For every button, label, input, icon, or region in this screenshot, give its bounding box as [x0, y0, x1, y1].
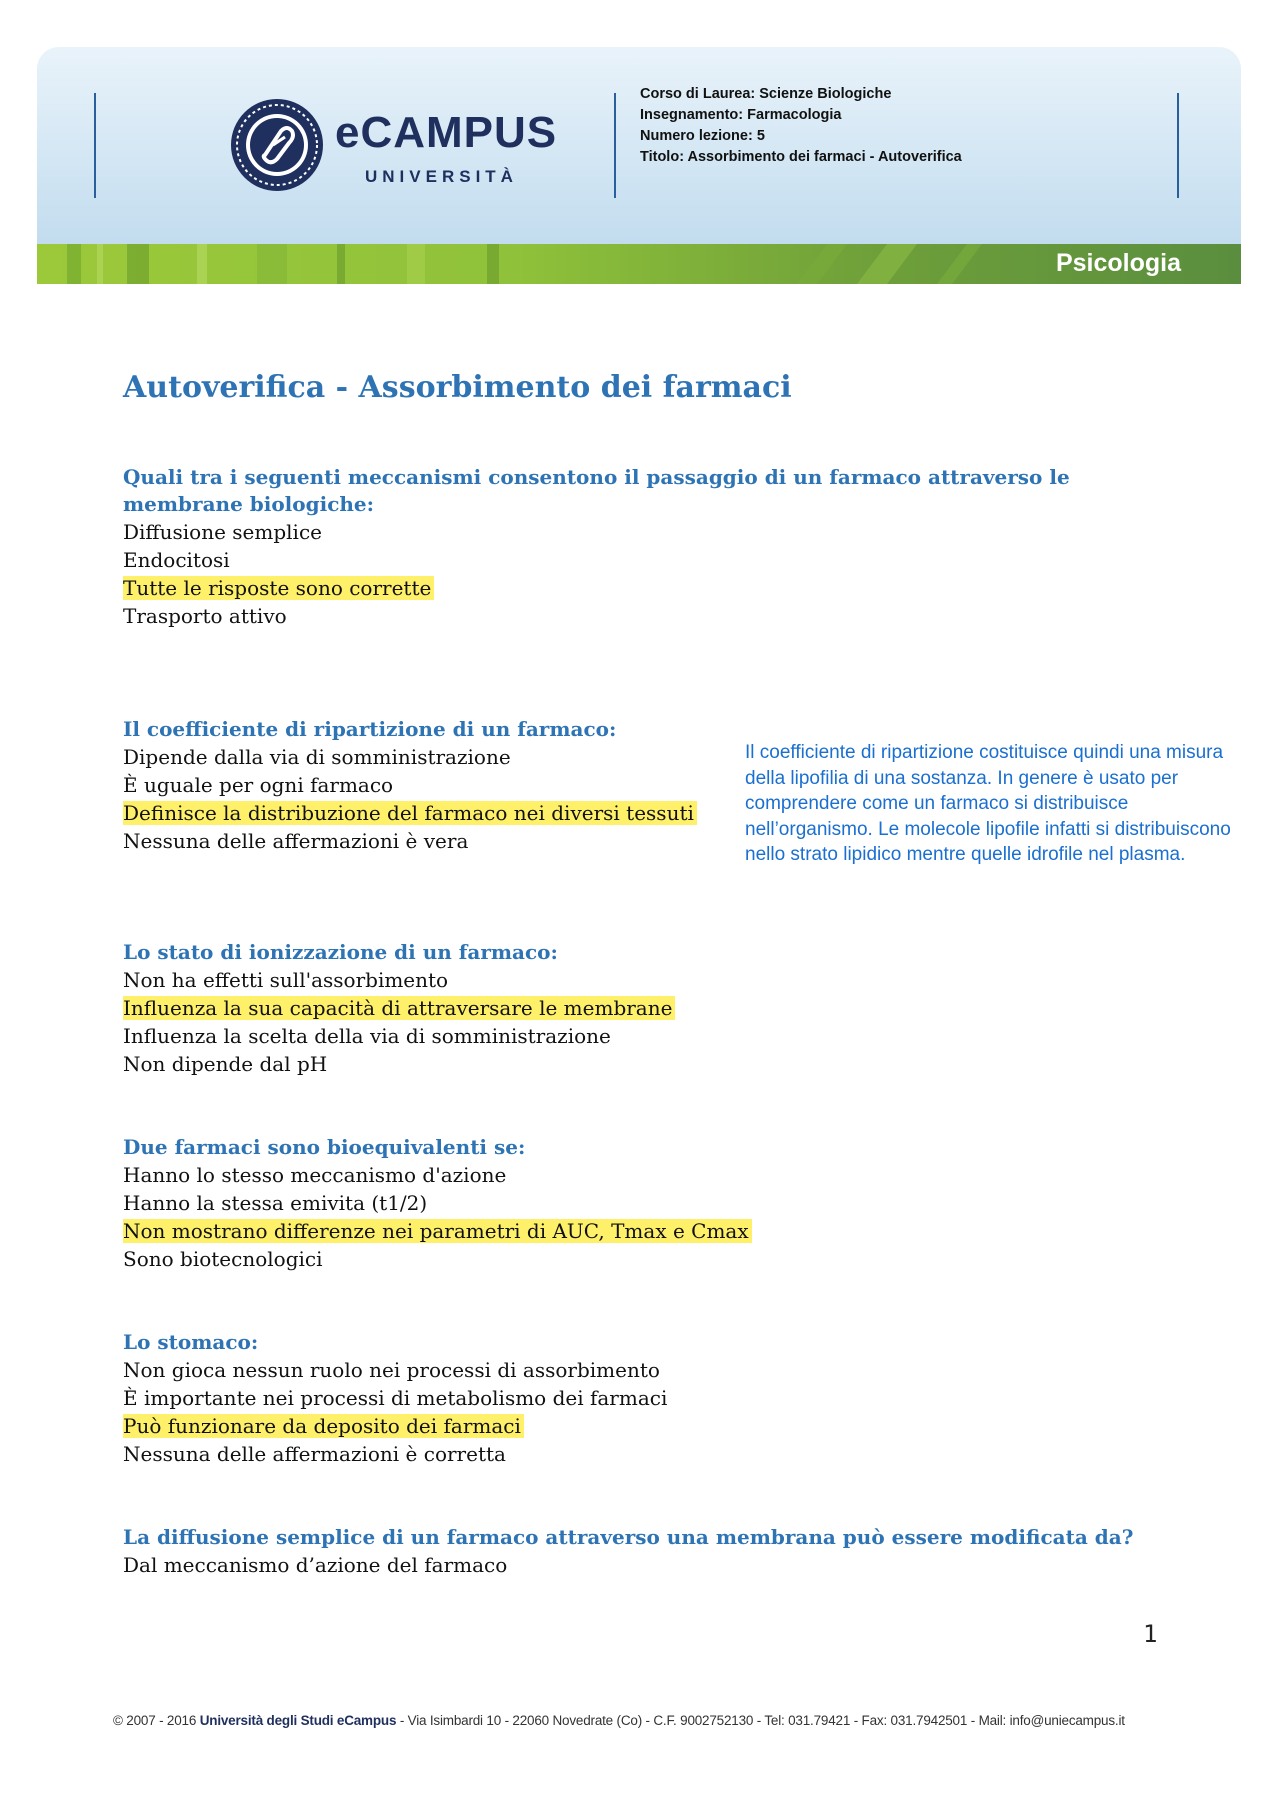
question-title: Quali tra i seguenti meccanismi consentono il passaggio di un farmaco attraverso le membrane biologiche: [123, 465, 1070, 516]
university-seal-icon [229, 97, 325, 193]
answer-option: È uguale per ogni farmaco [123, 773, 394, 797]
correct-answer-option: Non mostrano differenze nei parametri di AUC, Tmax e Cmax [123, 1219, 752, 1243]
question-block [123, 464, 1173, 630]
footer-organization: Università degli Studi eCampus [199, 1713, 397, 1728]
lesson-number: Numero lezione: 5 [640, 128, 765, 144]
lesson-title: Titolo: Assorbimento dei farmaci - Autoverifica [640, 149, 962, 165]
course-info [640, 84, 962, 168]
header-banner [37, 47, 1241, 284]
footer-copyright: © 2007 - 2016 [113, 1713, 200, 1728]
faculty-label: Psicologia [1055, 249, 1181, 277]
answer-option: Trasporto attivo [123, 604, 287, 628]
answer-option: Nessuna delle affermazioni è vera [123, 829, 469, 853]
answer-option: Dipende dalla via di somministrazione [123, 745, 511, 769]
banner-divider-middle [614, 93, 616, 198]
question-title: Lo stato di ionizzazione di un farmaco: [123, 940, 558, 964]
question-block [123, 1524, 1173, 1579]
course-subject: Insegnamento: Farmacologia [640, 107, 842, 123]
course-degree: Corso di Laurea: Scienze Biologiche [640, 86, 892, 102]
answer-option: Non dipende dal pH [123, 1052, 328, 1076]
answer-option: Non gioca nessun ruolo nei processi di assorbimento [123, 1358, 660, 1382]
question-title: Lo stomaco: [123, 1330, 259, 1354]
footer-contacts: - Via Isimbardi 10 - 22060 Novedrate (Co) - C.F. 9002752130 - Tel: 031.79421 - Fax: 031.7942501 - Mail: info@uniecampus.it [396, 1713, 1125, 1728]
document-title: Autoverifica - Assorbimento dei farmaci [123, 370, 792, 405]
logo-subtitle: UNIVERSITÀ [365, 167, 518, 186]
question-block [123, 1329, 1173, 1468]
answer-option: Hanno lo stesso meccanismo d'azione [123, 1163, 507, 1187]
correct-answer-option: Può funzionare da deposito dei farmaci [123, 1414, 524, 1438]
answer-option: Diffusione semplice [123, 520, 322, 544]
logo-wordmark: eCAMPUS [335, 108, 558, 157]
answer-option: Sono biotecnologici [123, 1247, 323, 1271]
ecampus-logo [187, 97, 587, 207]
answer-option: Influenza la scelta della via di somministrazione [123, 1024, 611, 1048]
faculty-band [37, 244, 1241, 284]
correct-answer-option: Tutte le risposte sono corrette [123, 576, 434, 600]
banner-divider-left [94, 93, 96, 198]
banner-divider-right [1177, 93, 1179, 198]
answer-option: Endocitosi [123, 548, 230, 572]
answer-option: Dal meccanismo d’azione del farmaco [123, 1553, 508, 1577]
answer-option: Nessuna delle affermazioni è corretta [123, 1442, 506, 1466]
answer-option: Non ha effetti sull'assorbimento [123, 968, 449, 992]
page-footer [113, 1713, 1125, 1728]
answer-option: Hanno la stessa emivita (t1/2) [123, 1191, 428, 1215]
question-title: Il coefficiente di ripartizione di un farmaco: [123, 717, 617, 741]
question-block [123, 939, 1173, 1078]
page-number: 1 [1143, 1620, 1158, 1648]
question-title: La diffusione semplice di un farmaco attraverso una membrana può essere modificata da? [123, 1525, 1134, 1549]
question-title: Due farmaci sono bioequivalenti se: [123, 1135, 526, 1159]
explanation-note: Il coefficiente di ripartizione costituisce quindi una misura della lipofilia di una sostanza. In genere è usato per comprendere come un farmaco si distribuisce nell’organismo. Le molecole lipofile infatti si distribuiscono nello strato lipidico mentre quelle idrofile nel plasma. [745, 742, 1231, 865]
correct-answer-option: Definisce la distribuzione del farmaco nei diversi tessuti [123, 801, 697, 825]
answer-option: È importante nei processi di metabolismo dei farmaci [123, 1386, 668, 1410]
question-block [123, 1134, 1173, 1273]
correct-answer-option: Influenza la sua capacità di attraversare le membrane [123, 996, 675, 1020]
